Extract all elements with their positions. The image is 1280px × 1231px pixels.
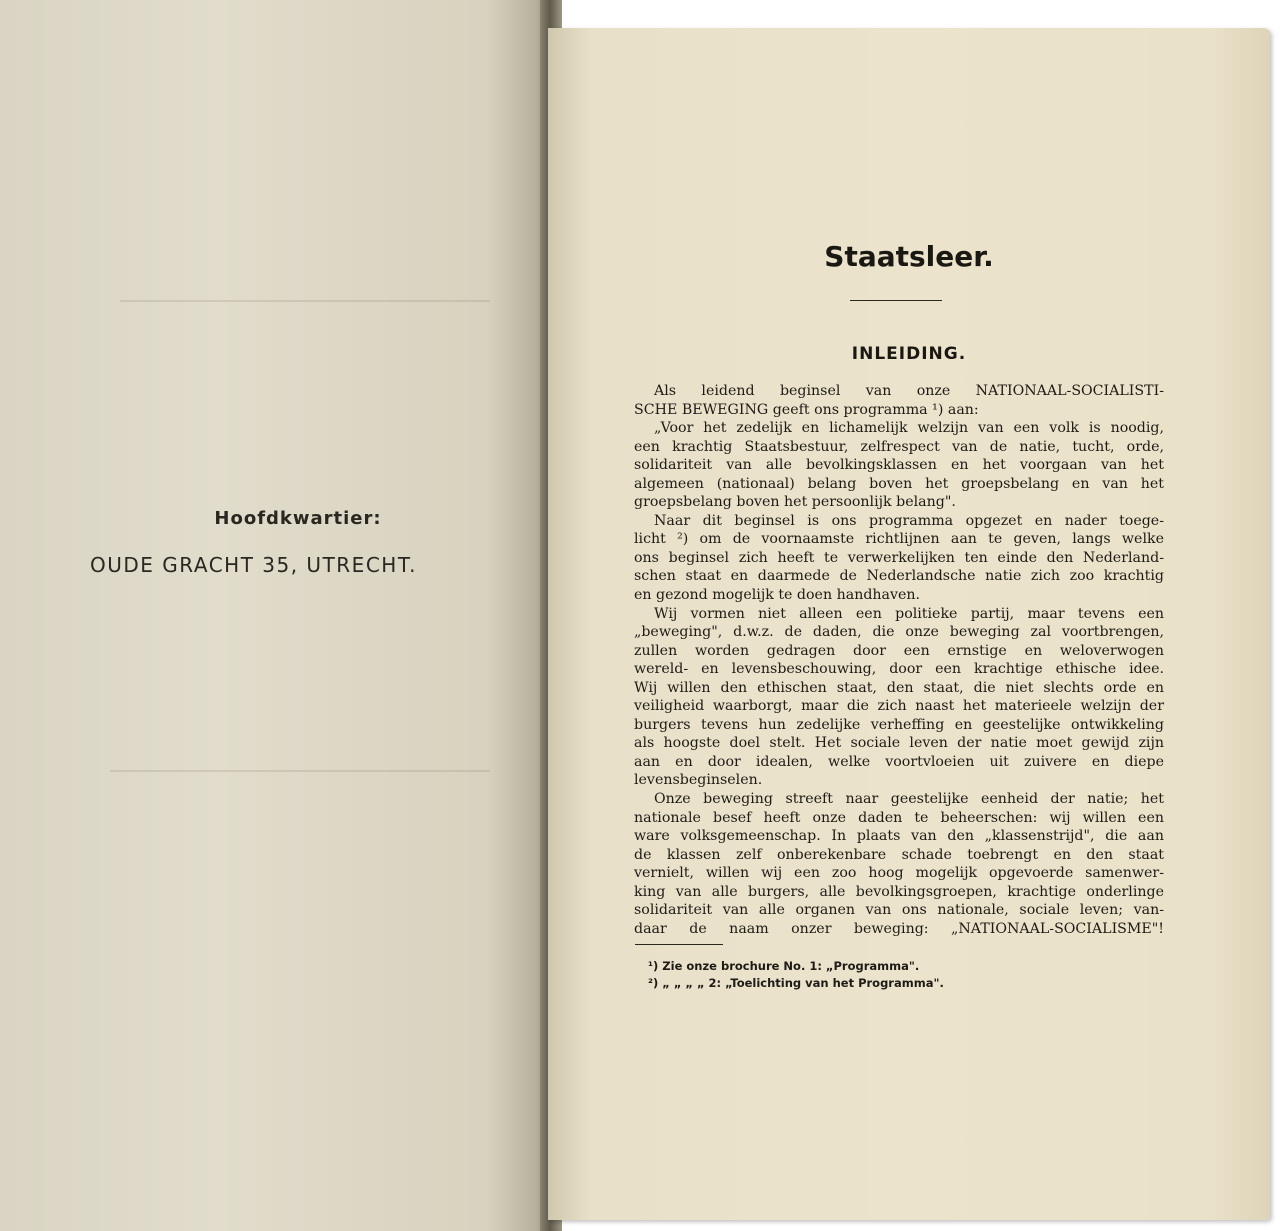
text-line: veiligheid waarborgt, maar die zich naast het materieele welzijn der — [634, 698, 1164, 715]
text-line: vernielt, willen wij een zoo hoog mogelijk opgevoerde samenwer- — [634, 865, 1164, 882]
text-line: Onze beweging streeft naar geestelijke eenheid der natie; het — [654, 791, 1164, 808]
text-line: levensbeginselen. — [634, 772, 763, 789]
title-rule — [850, 300, 942, 301]
text-line: daar de naam onzer beweging: „NATIONAAL-SOCIALISME"! — [634, 920, 1164, 937]
text-line: aan en door idealen, welke voortvloeien uit zuivere en diepe — [634, 753, 1164, 770]
text-line: zullen worden gedragen door een ernstige en weloverwogen — [634, 642, 1164, 659]
text-line: algemeen (nationaal) belang boven het groepsbelang en van het — [634, 475, 1164, 492]
text-line: king van alle burgers, alle bevolkingsgroepen, krachtige onderlinge — [634, 883, 1164, 900]
text-line: burgers tevens hun zedelijke verheffing en geestelijke ontwikkeling — [634, 716, 1164, 733]
footnote: ²) „ „ „ „ 2: „Toelichting van het Programma". — [648, 976, 944, 990]
text-line: nationale besef heeft onze daden te beheerschen: wij willen een — [634, 809, 1164, 826]
show-through-line — [110, 770, 490, 772]
right-page — [548, 28, 1270, 1220]
text-line: een krachtig Staatsbestuur, zelfrespect van de natie, tucht, orde, — [634, 438, 1164, 455]
text-line: SCHE BEWEGING geeft ons programma ¹) aan: — [634, 401, 979, 418]
body-text — [634, 382, 1164, 938]
text-line: de klassen zelf onberekenbare schade toebrengt en den staat — [634, 846, 1164, 863]
show-through-line — [120, 300, 490, 302]
text-line: schen staat en daarmede de Nederlandsche natie zich zoo krachtig — [634, 568, 1164, 585]
headquarters-address: OUDE GRACHT 35, UTRECHT. — [90, 553, 418, 577]
text-line: „beweging", d.w.z. de daden, die onze beweging zal voortbrengen, — [634, 624, 1164, 641]
text-line: Als leidend beginsel van onze NATIONAAL-SOCIALISTI- — [654, 383, 1164, 399]
text-line: solidariteit van alle bevolkingsklassen en het voorgaan van het — [634, 457, 1164, 474]
text-line: ware volksgemeenschap. In plaats van den „klassenstrijd", die aan — [634, 828, 1164, 845]
text-line: licht ²) om de voornaamste richtlijnen aan te geven, langs welke — [634, 531, 1164, 548]
text-line: Wij willen den ethischen staat, den staat, die niet slechts orde en — [634, 679, 1164, 696]
text-line: Naar dit beginsel is ons programma opgezet en nader toege- — [654, 512, 1164, 529]
footnotes — [648, 958, 1128, 992]
left-page — [0, 0, 552, 1231]
text-line: en gezond mogelijk te doen handhaven. — [634, 587, 921, 604]
page-title: Staatsleer. — [824, 240, 994, 273]
section-heading: INLEIDING. — [851, 344, 967, 364]
text-line: wereld- en levensbeschouwing, door een krachtige ethische idee. — [634, 661, 1164, 678]
text-line: solidariteit van alle organen van ons nationale, sociale leven; van- — [634, 902, 1164, 919]
text-line: groepsbelang boven het persoonlijk belang". — [634, 494, 956, 511]
headquarters-heading: Hoofdkwartier: — [214, 508, 382, 529]
text-line: ons beginsel zich heeft te verwerkelijken ten einde den Nederland- — [634, 549, 1164, 566]
footnote-rule — [635, 944, 723, 945]
text-line: „Voor het zedelijk en lichamelijk welzijn van een volk is noodig, — [654, 420, 1164, 437]
text-line: als hoogste doel stelt. Het sociale leven der natie moet gewijd zijn — [634, 735, 1164, 752]
footnote: ¹) Zie onze brochure No. 1: „Programma". — [648, 959, 920, 973]
text-line: Wij vormen niet alleen een politieke partij, maar tevens een — [654, 605, 1164, 622]
